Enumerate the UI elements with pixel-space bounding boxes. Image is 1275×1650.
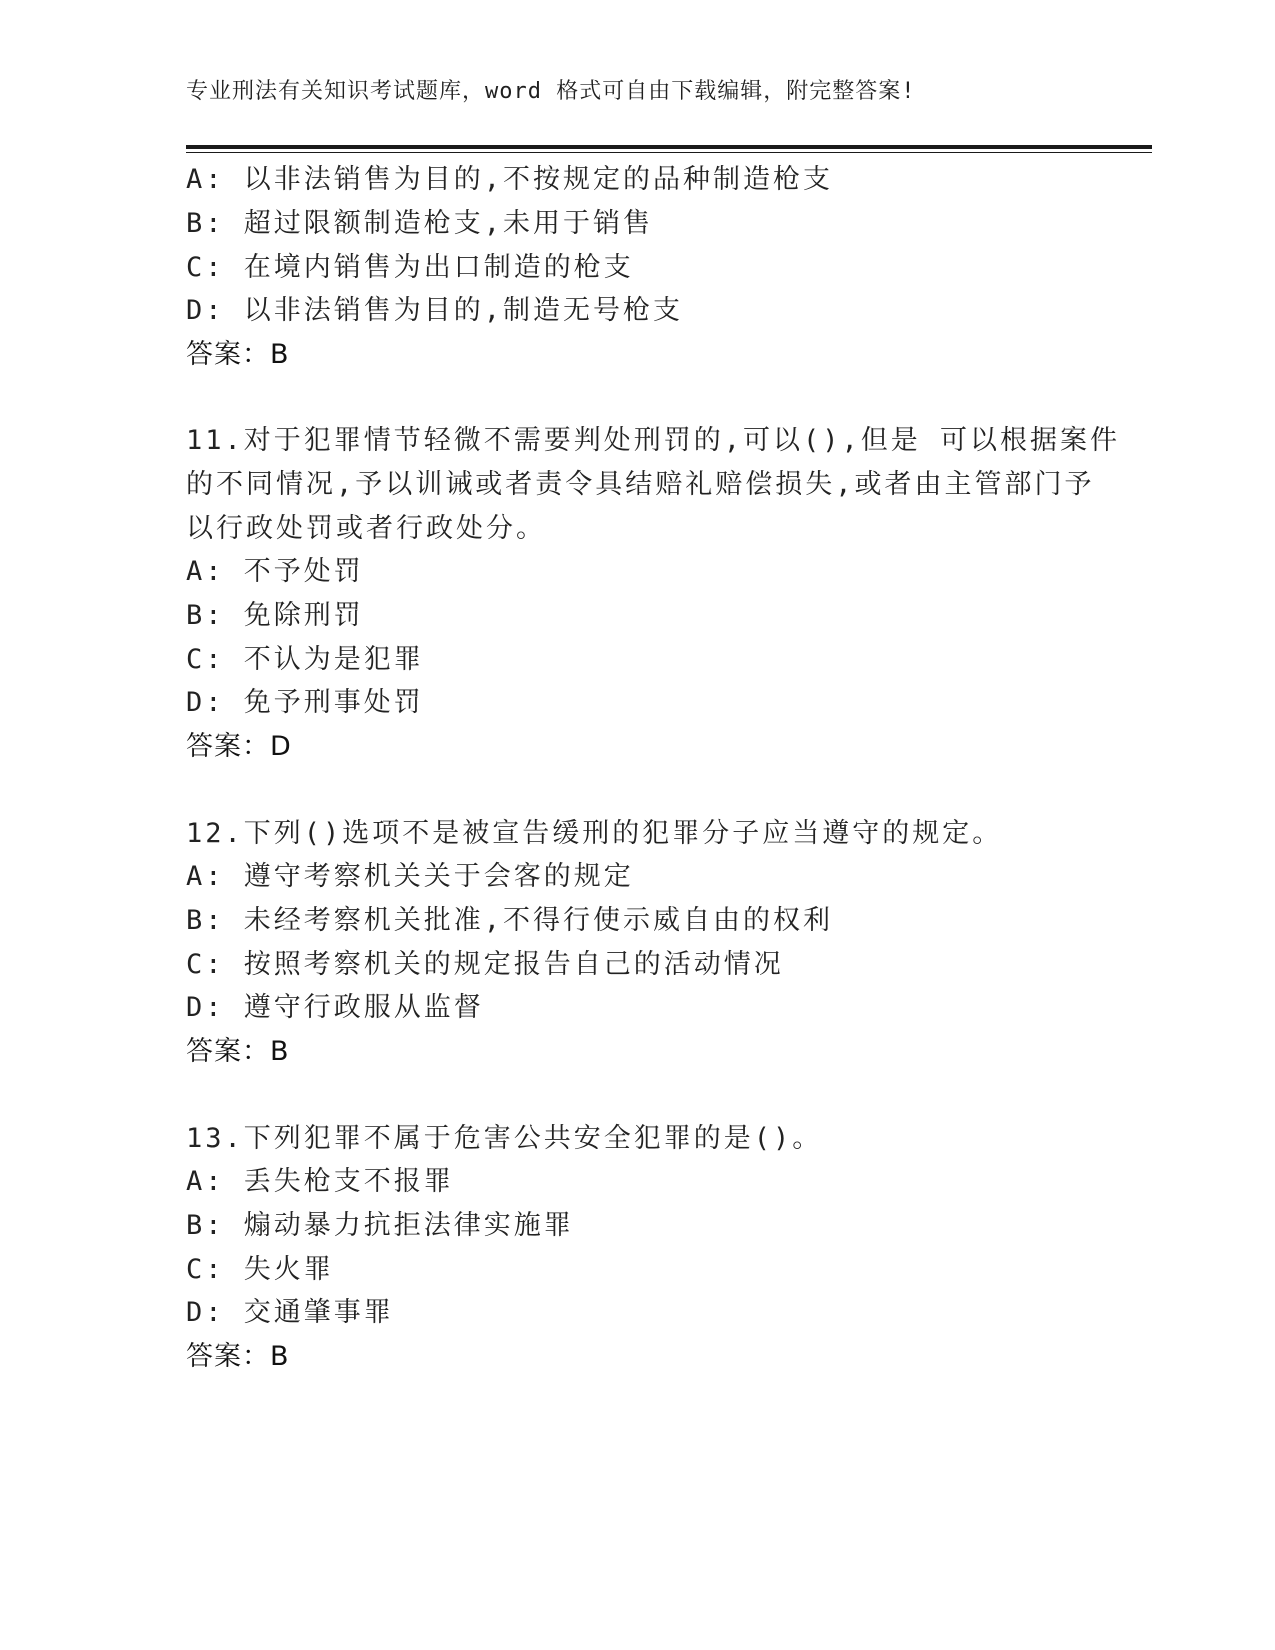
- q10-option-d: D: 以非法销售为目的,制造无号枪支: [186, 295, 684, 326]
- q12-option-a: A: 遵守考察机关关于会客的规定: [186, 861, 634, 892]
- q12-option-d: D: 遵守行政服从监督: [186, 992, 484, 1023]
- q11-option-c: C: 不认为是犯罪: [186, 644, 424, 675]
- q11-answer: 答案：D: [186, 731, 292, 762]
- q13-option-c: C: 失火罪: [186, 1254, 334, 1285]
- q13-option-a: A: 丢失枪支不报罪: [186, 1166, 454, 1197]
- q11-option-d: D: 免予刑事处罚: [186, 687, 424, 718]
- q11-option-a: A: 不予处罚: [186, 556, 364, 587]
- q13-option-d: D: 交通肇事罪: [186, 1297, 394, 1328]
- q11-stem-line-3: 以行政处罚或者行政处分。: [186, 513, 546, 544]
- header-rule-thick: [186, 145, 1152, 149]
- q10-option-b: B: 超过限额制造枪支,未用于销售: [186, 208, 654, 239]
- page-header: 专业刑法有关知识考试题库，word 格式可自由下载编辑，附完整答案!: [186, 79, 916, 104]
- q13-stem-line-1: 13.下列犯罪不属于危害公共安全犯罪的是()。: [186, 1123, 823, 1154]
- q11-option-b: B: 免除刑罚: [186, 600, 364, 631]
- q12-option-c: C: 按照考察机关的规定报告自己的活动情况: [186, 949, 784, 980]
- header-rule-thin: [186, 152, 1152, 153]
- q11-stem-line-2: 的不同情况,予以训诫或者责令具结赔礼赔偿损失,或者由主管部门予: [186, 469, 1095, 500]
- q12-answer: 答案：B: [186, 1036, 290, 1067]
- q10-answer: 答案：B: [186, 339, 290, 370]
- q12-option-b: B: 未经考察机关批准,不得行使示威自由的权利: [186, 905, 834, 936]
- q10-option-a: A: 以非法销售为目的,不按规定的品种制造枪支: [186, 164, 834, 195]
- q10-option-c: C: 在境内销售为出口制造的枪支: [186, 252, 634, 283]
- q12-stem-line-1: 12.下列()选项不是被宣告缓刑的犯罪分子应当遵守的规定。: [186, 818, 1003, 849]
- q11-stem-line-1: 11.对于犯罪情节轻微不需要判处刑罚的,可以(),但是 可以根据案件: [186, 425, 1121, 456]
- q13-option-b: B: 煽动暴力抗拒法律实施罪: [186, 1210, 574, 1241]
- q13-answer: 答案：B: [186, 1341, 290, 1372]
